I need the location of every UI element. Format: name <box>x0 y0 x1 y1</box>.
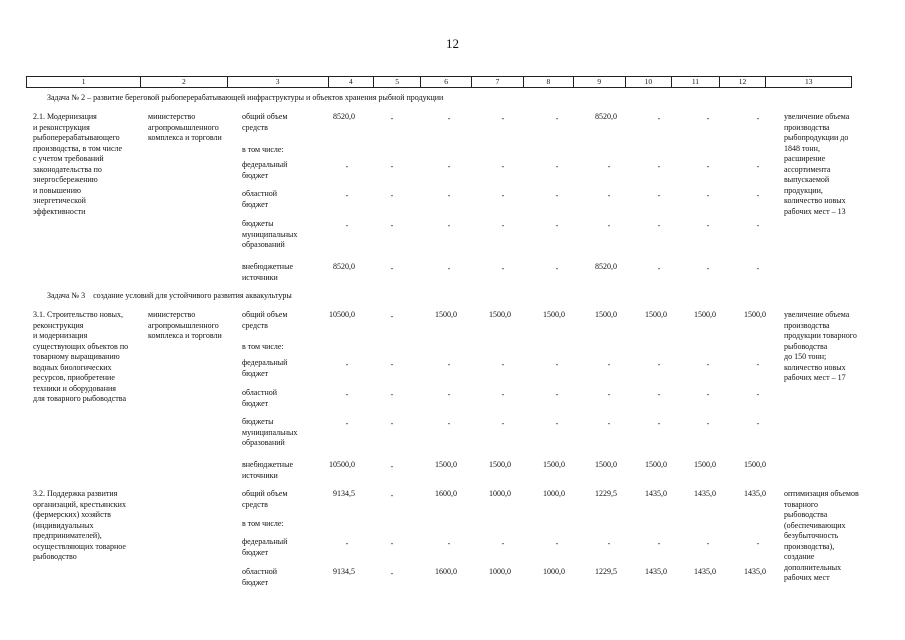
funding-value: 1000,0 <box>543 489 565 498</box>
funding-value: - <box>657 114 661 123</box>
measure-expected-result: увеличение объема производства продукции товарного рыбоводства до 150 тонн; количество новых рабочих мест – 17 <box>784 310 857 382</box>
funding-value: - <box>607 360 611 369</box>
funding-value: - <box>345 162 349 171</box>
funding-value: 8520,0 <box>595 112 617 121</box>
funding-value: - <box>390 462 394 471</box>
funding-value: - <box>607 390 611 399</box>
funding-value: - <box>501 390 505 399</box>
measure-name: 3.2. Поддержка развития организаций, крестьянских (фермерских) хозяйств (индивидуальных предпринимателей), осуществляющих товарное рыбоводство <box>33 489 126 561</box>
funding-value: - <box>501 162 505 171</box>
funding-source-federal: федеральный бюджет <box>242 160 288 180</box>
measure-name: 3.1. Строительство новых, реконструкция и модернизация существующих объектов по товарному выращиванию водных биологических ресурсов, приобретение техники и оборудования для товарного рыбоводства <box>33 310 129 403</box>
funding-value: - <box>756 539 760 548</box>
funding-source-extra: внебюджетные источники <box>242 262 293 282</box>
funding-value: - <box>756 191 760 200</box>
funding-value: - <box>501 191 505 200</box>
funding-value: 1500,0 <box>694 460 716 469</box>
funding-value: 1435,0 <box>645 567 667 576</box>
page-number: 12 <box>446 36 459 51</box>
funding-source-federal: федеральный бюджет <box>242 537 288 557</box>
funding-source-incl: в том числе: <box>242 342 284 351</box>
funding-value: - <box>447 390 451 399</box>
funding-value: 1500,0 <box>595 460 617 469</box>
funding-value: - <box>607 191 611 200</box>
funding-source-total: общий объем средств <box>242 489 288 509</box>
funding-value: - <box>657 191 661 200</box>
column-header-13: 13 <box>804 77 813 86</box>
funding-value: - <box>501 539 505 548</box>
funding-value: - <box>501 264 505 273</box>
funding-source-regional: областной бюджет <box>242 189 278 209</box>
funding-value: - <box>706 221 710 230</box>
column-header-4: 4 <box>329 77 375 87</box>
funding-source-incl: в том числе: <box>242 145 284 154</box>
funding-value: - <box>756 114 760 123</box>
funding-value: - <box>390 191 394 200</box>
funding-value: - <box>756 264 760 273</box>
funding-source-municipal: бюджеты муниципальных образований <box>242 219 298 249</box>
funding-source-municipal: бюджеты муниципальных образований <box>242 417 298 447</box>
funding-value: 1229,5 <box>595 489 617 498</box>
funding-value: - <box>447 419 451 428</box>
funding-value: 1500,0 <box>744 310 766 319</box>
funding-value: - <box>607 221 611 230</box>
funding-value: - <box>390 539 394 548</box>
funding-value: - <box>756 390 760 399</box>
funding-value: 10500,0 <box>329 310 355 319</box>
funding-value: 1435,0 <box>694 489 716 498</box>
funding-value: - <box>555 191 559 200</box>
column-header-11: 11 <box>672 77 720 87</box>
funding-value: - <box>390 390 394 399</box>
funding-value: 8520,0 <box>333 262 355 271</box>
funding-value: - <box>706 539 710 548</box>
funding-value: 1435,0 <box>694 567 716 576</box>
column-header-10: 10 <box>626 77 673 87</box>
funding-value: - <box>345 419 349 428</box>
funding-value: 8520,0 <box>333 112 355 121</box>
funding-value: - <box>390 312 394 321</box>
funding-value: - <box>447 221 451 230</box>
measure-executor: министерство агропромышленного комплекса и торговли <box>148 310 222 340</box>
funding-value: 1435,0 <box>744 489 766 498</box>
column-header-6: 6 <box>421 77 472 87</box>
funding-source-total: общий объем средств <box>242 112 288 132</box>
column-header-7: 7 <box>472 77 523 87</box>
funding-value: - <box>447 360 451 369</box>
funding-value: - <box>501 221 505 230</box>
funding-value: - <box>345 221 349 230</box>
funding-value: - <box>555 360 559 369</box>
column-header-1: 1 <box>27 77 141 87</box>
funding-value: - <box>657 221 661 230</box>
funding-value: - <box>555 419 559 428</box>
funding-value: - <box>390 419 394 428</box>
funding-value: - <box>706 419 710 428</box>
funding-value: 9134,5 <box>333 489 355 498</box>
funding-value: 1500,0 <box>435 460 457 469</box>
funding-source-federal: федеральный бюджет <box>242 358 288 378</box>
funding-value: - <box>706 390 710 399</box>
funding-source-total: общий объем средств <box>242 310 288 330</box>
funding-value: - <box>447 539 451 548</box>
funding-value: - <box>706 360 710 369</box>
funding-value: - <box>555 264 559 273</box>
funding-value: - <box>345 191 349 200</box>
funding-value: 1500,0 <box>543 310 565 319</box>
funding-value: - <box>607 539 611 548</box>
funding-value: - <box>657 162 661 171</box>
measure-executor: министерство агропромышленного комплекса и торговли <box>148 112 222 142</box>
funding-value: - <box>345 360 349 369</box>
funding-value: - <box>390 162 394 171</box>
funding-value: 1600,0 <box>435 489 457 498</box>
funding-value: 1435,0 <box>744 567 766 576</box>
funding-value: - <box>657 360 661 369</box>
funding-value: 1500,0 <box>694 310 716 319</box>
column-header-2: 2 <box>141 77 228 87</box>
funding-value: 1500,0 <box>645 460 667 469</box>
funding-value: - <box>390 221 394 230</box>
funding-value: 8520,0 <box>595 262 617 271</box>
funding-value: 1600,0 <box>435 567 457 576</box>
funding-value: - <box>657 390 661 399</box>
measure-expected-result: оптимизация объемов товарного рыбоводства (обеспечивающих безубыточность производства), создание дополнительных рабочих мест <box>784 489 859 582</box>
funding-source-regional: областной бюджет <box>242 567 278 587</box>
task-2-heading: Задача № 2 – развитие береговой рыбоперерабатывающей инфраструктуры и объектов хранения рыбной продукции <box>47 93 444 102</box>
funding-source-extra: внебюджетные источники <box>242 460 293 480</box>
funding-value: - <box>706 162 710 171</box>
column-header-12: 12 <box>720 77 767 87</box>
funding-value: - <box>756 360 760 369</box>
funding-value: 1000,0 <box>489 567 511 576</box>
column-header-3: 3 <box>228 77 329 87</box>
funding-value: - <box>555 221 559 230</box>
funding-value: - <box>607 162 611 171</box>
funding-value: 10500,0 <box>329 460 355 469</box>
funding-value: - <box>447 114 451 123</box>
funding-source-regional: областной бюджет <box>242 388 278 408</box>
funding-value: 1229,5 <box>595 567 617 576</box>
measure-expected-result: увеличение объема производства рыбопродукции до 1848 тонн, расширение ассортимента выпускаемой продукции, количество новых рабочих мест – 13 <box>784 112 850 216</box>
funding-value: - <box>555 390 559 399</box>
measure-name: 2.1. Модернизация и реконструкция рыбоперерабатывающего производства, в том числе с учетом требований законодательства по энергосбережению и повышению энергетической эффективности <box>33 112 123 216</box>
funding-value: - <box>345 390 349 399</box>
column-header-5: 5 <box>374 77 421 87</box>
funding-value: - <box>390 491 394 500</box>
funding-value: 1500,0 <box>489 460 511 469</box>
funding-value: - <box>447 191 451 200</box>
funding-value: - <box>501 114 505 123</box>
funding-value: 9134,5 <box>333 567 355 576</box>
funding-value: - <box>501 360 505 369</box>
funding-value: - <box>607 419 611 428</box>
funding-value: - <box>706 191 710 200</box>
funding-value: - <box>390 264 394 273</box>
funding-value: 1500,0 <box>744 460 766 469</box>
funding-value: 1435,0 <box>645 489 667 498</box>
funding-value: 1500,0 <box>543 460 565 469</box>
column-header-9: 9 <box>574 77 625 87</box>
funding-value: - <box>447 264 451 273</box>
funding-value: 1500,0 <box>489 310 511 319</box>
funding-value: - <box>756 221 760 230</box>
funding-source-incl: в том числе: <box>242 519 284 528</box>
funding-value: - <box>390 360 394 369</box>
funding-value: 1000,0 <box>543 567 565 576</box>
column-header-8: 8 <box>524 77 574 87</box>
funding-value: - <box>555 539 559 548</box>
funding-value: 1500,0 <box>595 310 617 319</box>
funding-value: - <box>390 569 394 578</box>
funding-value: - <box>555 162 559 171</box>
funding-value: 1000,0 <box>489 489 511 498</box>
funding-value: - <box>390 114 394 123</box>
funding-value: - <box>501 419 505 428</box>
funding-value: - <box>756 419 760 428</box>
funding-value: - <box>657 419 661 428</box>
funding-value: - <box>555 114 559 123</box>
task-3-heading: Задача № 3 создание условий для устойчивого развития аквакультуры <box>47 291 292 300</box>
funding-value: - <box>657 539 661 548</box>
funding-value: - <box>756 162 760 171</box>
funding-value: - <box>447 162 451 171</box>
table-column-header-row <box>26 76 852 88</box>
funding-value: 1500,0 <box>435 310 457 319</box>
funding-value: - <box>345 539 349 548</box>
funding-value: - <box>657 264 661 273</box>
funding-value: - <box>706 264 710 273</box>
funding-value: 1500,0 <box>645 310 667 319</box>
funding-value: - <box>706 114 710 123</box>
